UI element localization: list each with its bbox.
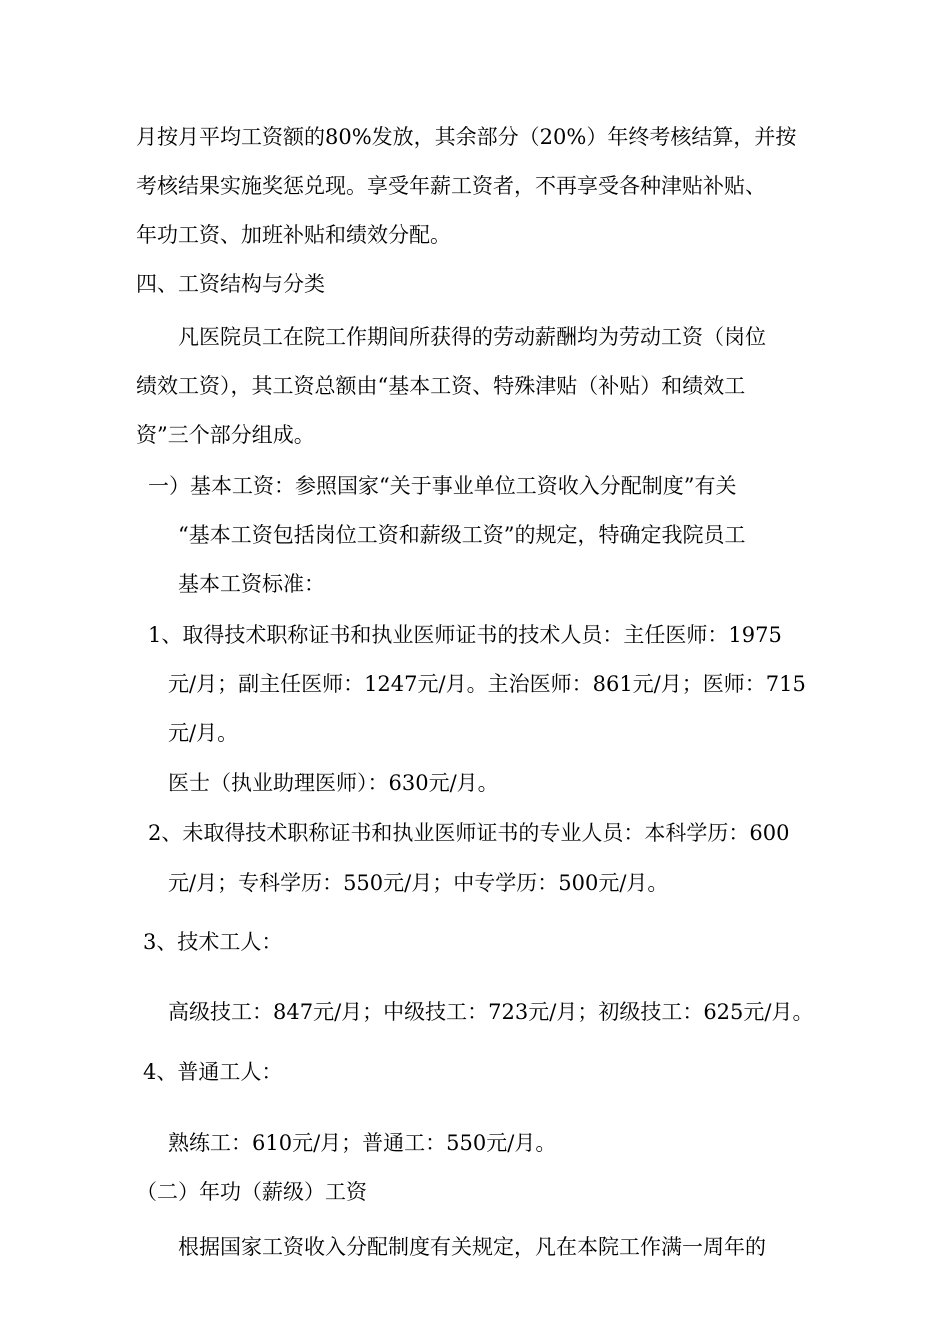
paragraph-line: 绩效工资），其工资总额由“基本工资、特殊津贴（补贴）和绩效工: [136, 374, 746, 398]
list-item-continuation: 元/月；专科学历：550元/月；中专学历：500元/月。: [168, 871, 669, 895]
list-item-continuation: 熟练工：610元/月；普通工：550元/月。: [168, 1131, 557, 1155]
list-item: 4、普通工人：: [143, 1060, 283, 1084]
paragraph-line: 月按月平均工资额的80%发放，其余部分（20%）年终考核结算，并按: [136, 125, 797, 149]
list-item-continuation: 元/月。: [168, 721, 239, 745]
paragraph-line: 凡医院员工在院工作期间所获得的劳动薪酬均为劳动工资（岗位: [178, 325, 766, 349]
list-item: 3、技术工人：: [143, 930, 283, 954]
paragraph-line: 资”三个部分组成。: [136, 423, 315, 447]
paragraph-line: 基本工资标准：: [178, 572, 325, 596]
paragraph-line: 年功工资、加班补贴和绩效分配。: [136, 223, 451, 247]
paragraph-line: 一）基本工资：参照国家“关于事业单位工资收入分配制度”有关: [148, 474, 737, 498]
list-item-continuation: 元/月；副主任医师：1247元/月。主治医师：861元/月；医师：715: [168, 672, 806, 696]
paragraph-line: “基本工资包括岗位工资和薪级工资”的规定，特确定我院员工: [178, 523, 746, 547]
paragraph-line: 考核结果实施奖惩兑现。享受年薪工资者，不再享受各种津贴补贴、: [136, 174, 766, 198]
subsection-heading: （二）年功（薪级）工资: [136, 1180, 367, 1204]
list-item-continuation: 高级技工：847元/月；中级技工：723元/月；初级技工：625元/月。: [168, 1000, 814, 1024]
section-heading: 四、工资结构与分类: [136, 272, 325, 296]
list-item-continuation: 医士（执业助理医师）：630元/月。: [168, 771, 499, 795]
list-item: 2、未取得技术职称证书和执业医师证书的专业人员：本科学历：600: [148, 821, 790, 845]
list-item: 1、取得技术职称证书和执业医师证书的技术人员：主任医师：1975: [148, 623, 782, 647]
paragraph-line: 根据国家工资收入分配制度有关规定，凡在本院工作满一周年的: [178, 1235, 766, 1259]
